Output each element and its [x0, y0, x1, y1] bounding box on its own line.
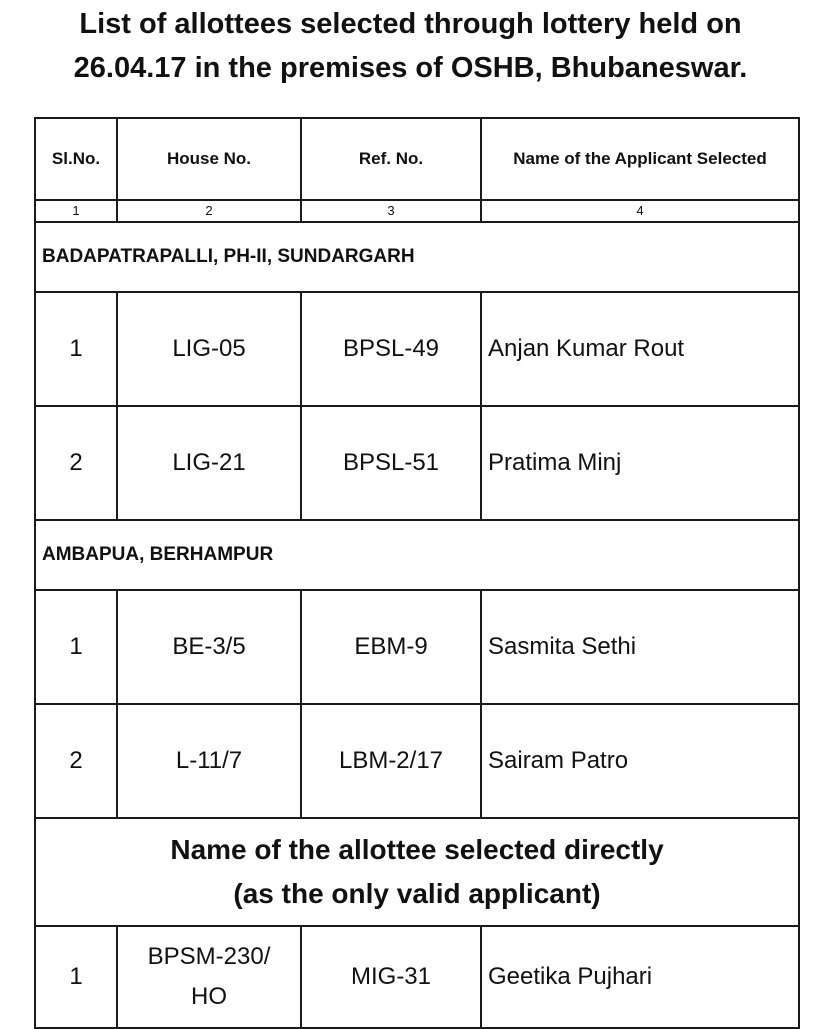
ref-no-cell: BPSL-49 [301, 292, 481, 406]
sl-no-cell: 1 [35, 926, 117, 1028]
house-no-cell: L-11/7 [117, 704, 301, 818]
header-applicant-name: Name of the Applicant Selected [481, 118, 799, 200]
house-no-cell [117, 926, 301, 1028]
table-row [35, 292, 799, 406]
sl-no-cell: 1 [35, 292, 117, 406]
column-number-row [35, 200, 799, 222]
direct-selection-heading-row [35, 818, 799, 926]
column-number: 2 [117, 200, 301, 222]
ref-no-cell: MIG-31 [301, 926, 481, 1028]
house-no-cell: BE-3/5 [117, 590, 301, 704]
title-line-2: 26.04.17 in the premises of OSHB, Bhubaneswar. [73, 52, 748, 84]
table-row [35, 926, 799, 1028]
direct-heading-line-1: Name of the allottee selected directly [170, 834, 664, 865]
house-no-line-2: HO [191, 983, 227, 1010]
applicant-name-cell: Sairam Patro [481, 704, 799, 818]
allottees-table [34, 117, 800, 1029]
house-no-cell: LIG-05 [117, 292, 301, 406]
direct-heading-line-2: (as the only valid applicant) [233, 878, 601, 909]
applicant-name-cell: Geetika Pujhari [481, 926, 799, 1028]
table-row [35, 406, 799, 520]
sl-no-cell: 2 [35, 406, 117, 520]
section-row [35, 520, 799, 590]
applicant-name-cell: Sasmita Sethi [481, 590, 799, 704]
house-no-cell: LIG-21 [117, 406, 301, 520]
sl-no-cell: 1 [35, 590, 117, 704]
direct-selection-heading [35, 818, 799, 926]
ref-no-cell: BPSL-51 [301, 406, 481, 520]
table-row [35, 590, 799, 704]
title-line-1: List of allottees selected through lottery held on [79, 8, 742, 40]
document-title [0, 2, 821, 90]
header-sl-no: Sl.No. [35, 118, 117, 200]
header-row [35, 118, 799, 200]
applicant-name-cell: Pratima Minj [481, 406, 799, 520]
table-row [35, 704, 799, 818]
column-number: 3 [301, 200, 481, 222]
ref-no-cell: EBM-9 [301, 590, 481, 704]
section-name: AMBAPUA, BERHAMPUR [35, 520, 799, 590]
house-no-line-1: BPSM-230/ [147, 943, 271, 970]
applicant-name-cell: Anjan Kumar Rout [481, 292, 799, 406]
header-house-no: House No. [117, 118, 301, 200]
section-name: BADAPATRAPALLI, PH-II, SUNDARGARH [35, 222, 799, 292]
column-number: 4 [481, 200, 799, 222]
column-number: 1 [35, 200, 117, 222]
section-row [35, 222, 799, 292]
sl-no-cell: 2 [35, 704, 117, 818]
header-ref-no: Ref. No. [301, 118, 481, 200]
ref-no-cell: LBM-2/17 [301, 704, 481, 818]
